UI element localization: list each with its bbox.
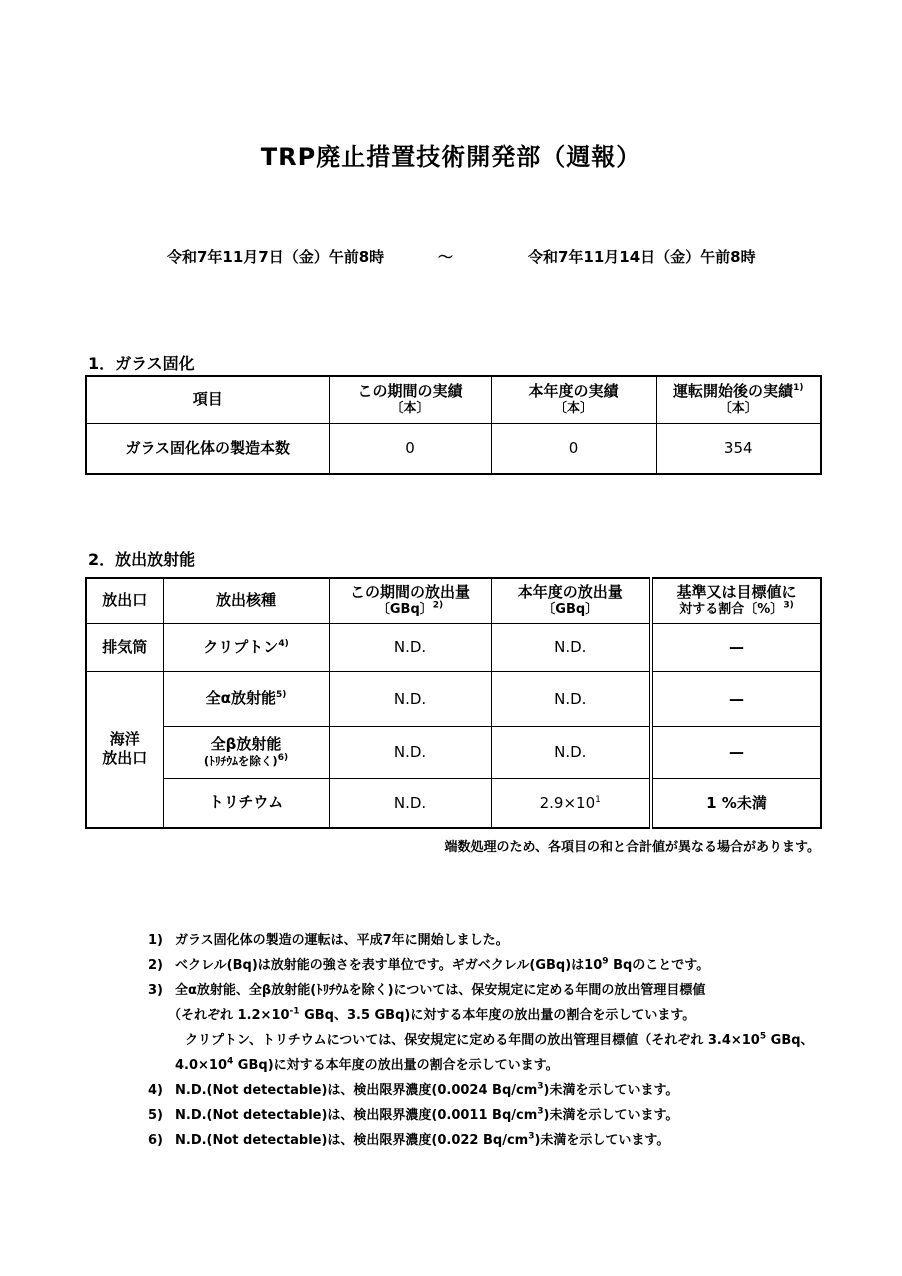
footnote-2 (148, 953, 818, 978)
footnote-2-text: ベクレル(Bq)は放射能の強さを表す単位です。ギガベクレル(GBq)は$10^9$ Bqのことです。 (175, 956, 710, 973)
krypton-period-value: N.D. (329, 623, 491, 671)
period-end-date: 令和7年11月14日（金）午前8時 (528, 248, 756, 266)
release-col-this-year (491, 578, 651, 623)
footnote-6-number: 6) (148, 1133, 163, 1148)
footnote-1 (148, 928, 818, 953)
glass-table-data-row (86, 423, 821, 474)
footnote-3-continuation-1 (148, 1003, 818, 1028)
glass-col-this-period (329, 376, 491, 423)
release-row-gross-beta (86, 726, 821, 778)
footnote-5 (148, 1103, 818, 1128)
footnote-1-text: ガラス固化体の製造の運転は、平成7年に開始しました。 (175, 933, 509, 948)
glass-col-this-year (491, 376, 656, 423)
footnote-3-continuation-3 (148, 1053, 818, 1078)
footnote-4 (148, 1078, 818, 1103)
glass-period-value: 0 (329, 423, 491, 474)
section2-heading: 2．放出放射能 (88, 550, 196, 569)
glass-year-value: 0 (491, 423, 656, 474)
krypton-year-value: N.D. (491, 623, 651, 671)
release-col-this-year-unit: 〔GBq〕 (542, 602, 599, 618)
release-row-gross-alpha (86, 671, 821, 726)
period-start-date: 令和7年11月7日（金）午前8時 (167, 248, 385, 266)
footnote-4-text: N.D.(Not detectable)は、検出限界濃度(0.0024 $Bq/cm^3$)未満を示しています。 (175, 1081, 679, 1098)
release-table-header-row (86, 578, 821, 623)
glass-col-this-year-unit: 〔本〕 (553, 401, 593, 417)
glass-table-header-row (86, 376, 821, 423)
released-radioactivity-table (85, 577, 822, 829)
outlet-marine-line2: 放出口 (102, 749, 148, 768)
nuclide-tritium: トリチウム (163, 778, 329, 828)
rounding-note: 端数処理のため、各項目の和と合計値が異なる場合があります。 (444, 840, 820, 855)
release-col-nuclide (163, 578, 329, 623)
page-title: TRP廃止措置技術開発部（週報） (260, 143, 642, 171)
glass-col-item (86, 376, 329, 423)
footnote-3-continuation-2-text: クリプトン、トリチウムについては、保安規定に定める年間の放出管理目標値（それぞれ $3.4\times 10^5$ GBq、 (185, 1031, 814, 1048)
nuclide-krypton: クリプトン$^{4)}$ (163, 623, 329, 671)
footnote-3-continuation-3-text: $4.0\times 10^4$ GBq)に対する本年度の放出量の割合を示しています。 (175, 1056, 559, 1073)
glass-since-start-value: 354 (656, 423, 821, 474)
nuclide-gross-beta-line1: 全β放射能 (210, 735, 282, 753)
footnote-5-text: N.D.(Not detectable)は、検出限界濃度(0.0011 $Bq/cm^3$)未満を示しています。 (175, 1106, 679, 1123)
glass-col-this-year-label: 本年度の実績 (528, 382, 619, 401)
release-col-nuclide-label: 放出核種 (215, 591, 276, 610)
tritium-ratio-value: 1 %未満 (651, 778, 821, 828)
footnote-3-continuation-1-text: （それぞれ $1.2\times 10^{-1}$ GBq、3.5 GBq)に対する本年度の放出量の割合を示しています。 (168, 1006, 696, 1023)
release-col-ratio (651, 578, 821, 623)
outlet-marine-line1: 海洋 (109, 730, 140, 749)
release-row-tritium (86, 778, 821, 828)
footnote-3-number: 3) (148, 983, 163, 998)
release-col-this-period-unit: 〔GBq〕$^{2)}$ (376, 600, 444, 618)
release-col-outlet (86, 578, 163, 623)
footnotes (148, 928, 818, 1153)
gross-beta-ratio-value: — (651, 726, 821, 778)
glass-col-this-period-unit: 〔本〕 (390, 401, 430, 417)
release-col-ratio-label: 基準又は目標値に (676, 583, 797, 602)
release-col-ratio-unit: 対する割合〔%〕$^{3)}$ (679, 600, 794, 618)
release-row-krypton (86, 623, 821, 671)
glass-col-item-label: 項目 (192, 390, 223, 409)
footnote-6 (148, 1128, 818, 1153)
glass-row-label: ガラス固化体の製造本数 (86, 423, 329, 474)
period-tilde-separator: ～ (438, 248, 454, 266)
gross-alpha-period-value: N.D. (329, 671, 491, 726)
footnote-3 (148, 978, 818, 1003)
gross-beta-period-value: N.D. (329, 726, 491, 778)
tritium-period-value: N.D. (329, 778, 491, 828)
glass-col-since-start-label: 運転開始後の実績$^{1)}$ (673, 382, 804, 401)
glass-col-this-period-label: この期間の実績 (357, 382, 463, 401)
outlet-stack-cell: 排気筒 (86, 623, 163, 671)
glass-col-since-start (656, 376, 821, 423)
footnote-5-number: 5) (148, 1108, 163, 1123)
footnote-2-number: 2) (148, 958, 163, 973)
glass-col-since-start-unit: 〔本〕 (718, 401, 758, 417)
release-col-outlet-label: 放出口 (102, 591, 148, 610)
release-col-this-period (329, 578, 491, 623)
nuclide-gross-beta (163, 726, 329, 778)
footnote-3-continuation-2 (148, 1028, 818, 1053)
release-col-this-year-label: 本年度の放出量 (517, 583, 623, 602)
footnote-3-text: 全α放射能、全β放射能(ﾄﾘﾁｳﾑを除く)については、保安規定に定める年間の放出管理目標値 (175, 983, 706, 998)
gross-beta-year-value: N.D. (491, 726, 651, 778)
release-col-this-period-label: この期間の放出量 (349, 583, 470, 602)
tritium-year-value: $2.9\times 10^1$ (491, 778, 651, 828)
footnote-4-number: 4) (148, 1083, 163, 1098)
footnote-1-number: 1) (148, 933, 163, 948)
outlet-marine-cell (86, 671, 163, 828)
gross-alpha-year-value: N.D. (491, 671, 651, 726)
gross-alpha-ratio-value: — (651, 671, 821, 726)
glass-solidification-table (85, 375, 822, 475)
report-period (0, 246, 902, 268)
footnote-6-text: N.D.(Not detectable)は、検出限界濃度(0.022 $Bq/cm^3$)未満を示しています。 (175, 1131, 670, 1148)
section1-heading: 1．ガラス固化 (88, 354, 195, 373)
nuclide-gross-alpha: 全α放射能$^{5)}$ (163, 671, 329, 726)
nuclide-gross-beta-line2: (ﾄﾘﾁｳﾑを除く)$^{6)}$ (203, 753, 289, 768)
krypton-ratio-value: — (651, 623, 821, 671)
